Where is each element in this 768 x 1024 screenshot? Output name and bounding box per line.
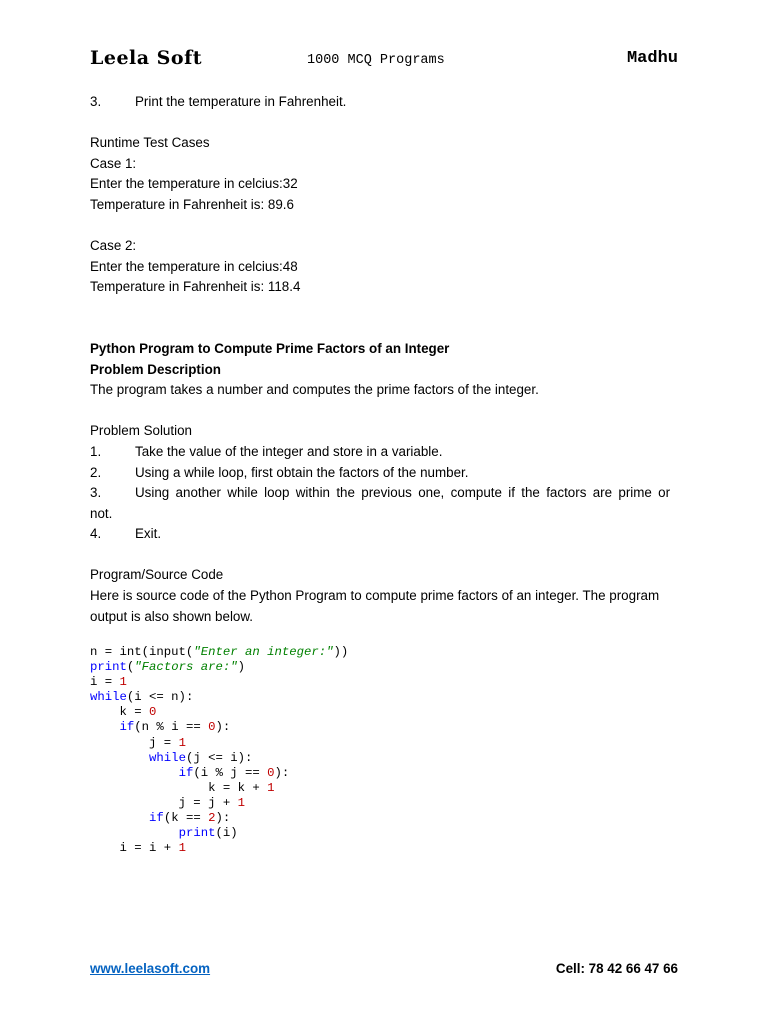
- case-input: Enter the temperature in celcius:32: [90, 176, 298, 192]
- document-title: 1000 MCQ Programs: [307, 53, 445, 68]
- code-string: "Factors are:": [134, 660, 238, 675]
- source-code-heading: Program/Source Code: [90, 567, 224, 583]
- case-label: Case 2:: [90, 238, 137, 254]
- list-item-text: Print the temperature in Fahrenheit.: [135, 94, 347, 109]
- problem-description-heading: Problem Description: [90, 361, 221, 377]
- case-label: Case 1:: [90, 155, 137, 171]
- problem-solution-heading: Problem Solution: [90, 423, 192, 439]
- runtime-heading: Runtime Test Cases: [90, 135, 210, 151]
- section-title: Python Program to Compute Prime Factors of an Integer: [90, 340, 450, 356]
- list-item: [90, 442, 678, 463]
- list-item-number: 2.: [90, 464, 102, 480]
- list-item-number: 1.: [90, 443, 102, 459]
- code-string: "Enter an integer:": [193, 645, 334, 659]
- website-link[interactable]: www.leelasoft.com: [90, 961, 211, 976]
- list-item: [90, 483, 678, 504]
- case-input: Enter the temperature in celcius:48: [90, 258, 298, 274]
- list-item-number: 3.: [90, 94, 102, 109]
- author-name: Madhu: [626, 49, 678, 68]
- list-item: [90, 524, 678, 545]
- list-item-text: Using another while loop within the previous one, compute if the factors are prime or: [135, 485, 671, 501]
- list-item: [90, 92, 678, 113]
- list-item-text: Using a while loop, first obtain the factors of the number.: [135, 464, 469, 480]
- source-code-intro: Here is source code of the Python Program to compute prime factors of an integer. The program output is also shown below.: [90, 588, 660, 624]
- page-header: [90, 44, 678, 74]
- brand-name: Leela Soft: [90, 47, 203, 69]
- code-block: n = int(input("Enter an integer:")) print("Factors are:") i = 1 while(i <= n): k = 0 if(n % i == 0): j = 1 while(j <= i): if(i % j == 0): k = k + 1 j = j + 1 if(k == 2): print(i) i = i + 1: [90, 645, 349, 856]
- case-output: Temperature in Fahrenheit is: 118.4: [90, 279, 301, 295]
- case-output: Temperature in Fahrenheit is: 89.6: [90, 196, 294, 212]
- list-item-continuation: not.: [90, 505, 113, 521]
- document-body: [90, 92, 678, 627]
- list-item-number: 3.: [90, 485, 102, 501]
- list-item-text: Exit.: [135, 526, 162, 542]
- list-item: [90, 463, 678, 484]
- list-item-number: 4.: [90, 526, 102, 542]
- list-item-text: Take the value of the integer and store in a variable.: [135, 443, 443, 459]
- page-footer: [90, 961, 678, 981]
- cell-number: Cell: 78 42 66 47 66: [555, 961, 678, 976]
- problem-description-text: The program takes a number and computes the prime factors of the integer.: [90, 382, 539, 398]
